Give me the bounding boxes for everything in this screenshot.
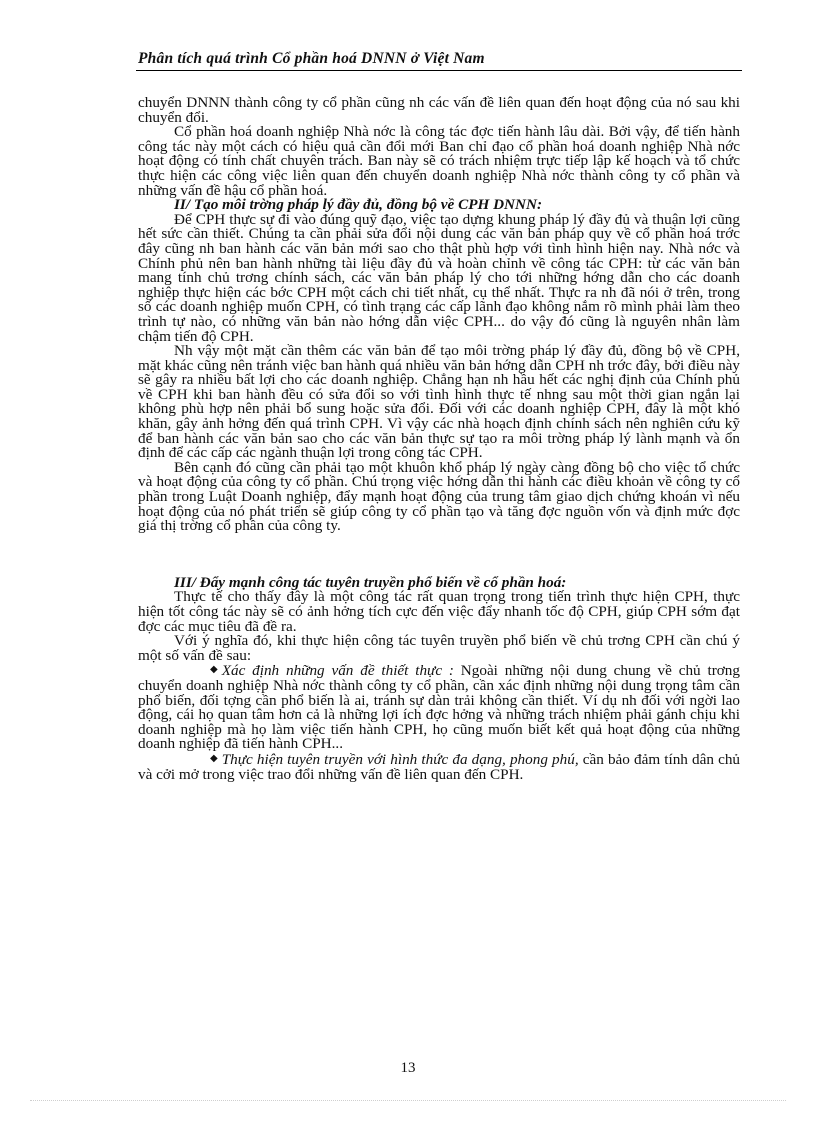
bullet-item-1 [138, 663, 740, 752]
section-heading-2: II/ Tạo môi trờng pháp lý đầy đủ, đồng bộ về CPH DNNN: [174, 196, 543, 214]
page-number: 13 [400, 1060, 416, 1076]
bullet-1-text: Ngoài những nội dung chung về chủ trơng chuyển doanh nghiệp Nhà nớc thành công ty cổ phần, cần xác định những nội dung trọng tâm cần phổ biến, đối tợng cần phổ biến là ai, tránh sự dàn trải không cần thiết. Ví dụ nh đối với ngời lao động, cái họ quan tâm hơn cả là những lợi ích đợc hởng và những trách nhiệm phải gánh chịu khi doanh nghiệp mà họ làm việc tiến hành CPH, họ cũng muốn biết kết quả hoạt động của những doanh nghiệp đã tiến hành CPH... [138, 662, 740, 753]
section-spacer [138, 534, 740, 576]
diamond-bullet-icon: ◆ [210, 752, 218, 764]
paragraph-6: Thực tế cho thấy đây là một công tác rất quan trọng trong tiến trình thực hiện CPH, thực hiện tốt công tác này sẽ có ảnh hởng tích cực đến việc đẩy nhanh tốc độ CPH, giúp CPH sớm đạt đợc các mục tiêu đã đề ra. [138, 588, 740, 635]
bottom-rule [30, 1100, 786, 1101]
header-rule [136, 70, 742, 71]
paragraph-4: Nh vậy một mặt cần thêm các văn bản để tạo môi trờng pháp lý đầy đủ, đồng bộ về CPH, mặt khác cũng nên tránh việc ban hành quá nhiều văn bản hớng dẫn CPH nh trớc đây, bởi điều này sẽ gây ra nhiều bất lợi cho các doanh nghiệp. Chẳng hạn nh hầu hết các nghị định của Chính phủ về CPH khi ban hành đều có sửa đổi so với tình hình thực tế nhng sau một thời gian ngắn lại không phù hợp nên phải bổ sung hoặc sửa đổi. Đối với các doanh nghiệp CPH, đây là một khó khăn, gây ảnh hởng đến quá trình CPH. Vì vậy các nhà hoạch định chính sách nên nghiên cứu kỹ để ban hành các văn bản sao cho các văn bản thực sự tạo ra môi trờng pháp lý lành mạnh và ổn định để các cấp các ngành thuận lợi trong công tác CPH. [138, 342, 740, 462]
section-heading-3: III/ Đẩy mạnh công tác tuyên truyền phổ biến về cổ phần hoá: [174, 573, 567, 591]
bullet-2-lead: Thực hiện tuyên truyền với hình thức đa dạng, phong phú, [221, 750, 579, 768]
paragraph-1: chuyển DNNN thành công ty cổ phần cũng nh các vấn đề liên quan đến hoạt động của nó sau khi chuyển đổi. [138, 94, 740, 126]
running-header-title: Phân tích quá trình Cổ phần hoá DNNN ở Việt Nam [138, 50, 485, 67]
bullet-1-lead: Xác định những vấn đề thiết thực : [221, 662, 454, 680]
diamond-bullet-icon: ◆ [210, 664, 218, 676]
document-body [138, 96, 740, 782]
bullet-2-text: cần bảo đảm tính dân chủ và cởi mở trong việc trao đổi những vấn đề liên quan đến CPH. [138, 750, 741, 783]
paragraph-3: Để CPH thực sự đi vào đúng quỹ đạo, việc tạo dựng khung pháp lý đầy đủ và thuận lợi cũng hết sức cần thiết. Chúng ta cần phải sửa đổi nội dung các văn bản pháp quy về cổ phần hoá trớc đây cũng nh ban hành các văn bản mới sao cho thật phù hợp với tình hình hiện nay. Nhà nớc và Chính phủ nên ban hành những tài liệu đầy đủ và hoàn chỉnh về công tác CPH: từ các văn bản mang tính chủ trơng chính sách, các văn bản pháp lý cho tới những hớng dẫn cho các doanh nghiệp thực hiện các bớc CPH một cách chi tiết nhất, cụ thể nhất. Thực ra nh đã nói ở trên, trong số các doanh nghiệp muốn CPH, có tình trạng các cấp lãnh đạo không nắm rõ mình phải làm theo trình tự nào, có những văn bản nào hớng dẫn việc CPH... do vậy đó cũng là nguyên nhân làm chậm tiến độ CPH. [138, 210, 740, 345]
paragraph-5: Bên cạnh đó cũng cần phải tạo một khuôn khổ pháp lý ngày càng đồng bộ cho việc tổ chức và hoạt động của công ty cổ phần. Chú trọng việc hớng dẫn thi hành các điều khoản về công ty cổ phần trong Luật Doanh nghiệp, đẩy mạnh hoạt động của trung tâm giao dịch chứng khoán vì nếu hoạt động của nó phát triển sẽ giúp công ty cổ phần tạo và tăng đợc nguồn vốn và định mức đợc giá thị trờng cổ phần của công ty. [138, 458, 740, 535]
paragraph-7: Với ý nghĩa đó, khi thực hiện công tác tuyên truyền phổ biến về chủ trơng CPH cần chú ý một số vấn đề sau: [138, 632, 740, 664]
paragraph-2: Cổ phần hoá doanh nghiệp Nhà nớc là công tác đợc tiến hành lâu dài. Bởi vậy, để tiến hành công tác này một cách có hiệu quả cần đổi mới Ban chỉ đạo cổ phần hoá doanh nghiệp Nhà nớc hoạt động có tính chất chuyên trách. Ban này sẽ có trách nhiệm trực tiếp lập kế hoạch và tổ chức thực hiện các công việc liên quan đến chuyển doanh nghiệp Nhà nớc thành công ty cổ phần và những vấn đề hậu cổ phần hoá. [138, 123, 740, 199]
bullet-item-2 [138, 752, 740, 782]
